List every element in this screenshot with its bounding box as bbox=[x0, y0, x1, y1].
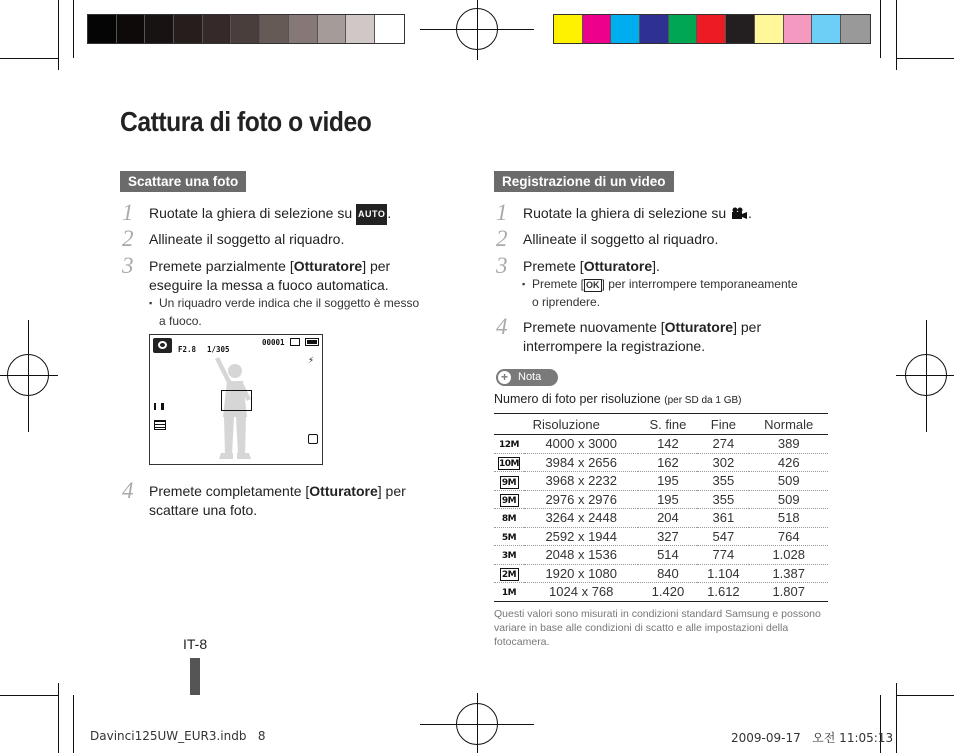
cell-normal: 426 bbox=[749, 453, 828, 472]
step-text: Ruotate la ghiera di selezione su bbox=[149, 205, 353, 221]
camera-preview-illustration bbox=[149, 334, 323, 465]
plus-icon: + bbox=[498, 371, 511, 384]
cell-sfine: 195 bbox=[638, 490, 697, 509]
cell-sfine: 327 bbox=[638, 527, 697, 546]
section-header-photo: Scattare una foto bbox=[120, 171, 246, 192]
cell-fine: 774 bbox=[697, 546, 749, 565]
cell-res: 3984 x 2656 bbox=[524, 453, 638, 472]
step-text: Ruotate la ghiera di selezione su bbox=[523, 205, 727, 221]
resolution-icon-cell bbox=[494, 472, 524, 491]
cell-normal: 764 bbox=[749, 527, 828, 546]
table-row bbox=[494, 472, 828, 491]
note-badge bbox=[496, 369, 558, 386]
flash-auto-icon: ⚡ bbox=[308, 355, 315, 366]
resolution-icon-cell bbox=[494, 546, 524, 565]
table-row bbox=[494, 564, 828, 583]
gray-swatch bbox=[289, 15, 318, 43]
camera-mode-icon bbox=[153, 338, 172, 353]
shutter-key-label: Otturatore bbox=[293, 258, 363, 274]
color-swatch bbox=[554, 15, 583, 43]
color-swatch bbox=[611, 15, 640, 43]
gray-swatch bbox=[346, 15, 375, 43]
table-row bbox=[494, 453, 828, 472]
step-number: 2 bbox=[122, 226, 134, 251]
page-tab-marker bbox=[190, 658, 200, 695]
shutter-key-label: Otturatore bbox=[309, 483, 378, 499]
color-swatch bbox=[726, 15, 755, 43]
gray-swatch bbox=[375, 15, 404, 43]
resolution-icon-cell bbox=[494, 490, 524, 509]
memory-card-icon bbox=[290, 338, 300, 346]
shutter-key-label: Otturatore bbox=[583, 258, 653, 274]
cell-sfine: 162 bbox=[638, 453, 697, 472]
shutter-key-label: Otturatore bbox=[664, 319, 734, 335]
cell-res: 3264 x 2448 bbox=[524, 509, 638, 528]
step-number: 1 bbox=[122, 200, 134, 225]
gray-swatch bbox=[260, 15, 289, 43]
step-number: 3 bbox=[122, 253, 134, 278]
gray-swatch bbox=[231, 15, 260, 43]
step-number: 4 bbox=[496, 314, 508, 339]
cell-normal: 518 bbox=[749, 509, 828, 528]
resolution-12m-icon: 12M bbox=[499, 440, 519, 451]
print-timestamp: 2009-09-17 오전 11:05:13 bbox=[731, 731, 894, 745]
resolution-icon-cell bbox=[494, 583, 524, 602]
color-swatch bbox=[640, 15, 669, 43]
table-caption: Numero di foto per risoluzione (per SD da 1 GB) bbox=[494, 392, 742, 406]
cell-fine: 302 bbox=[697, 453, 749, 472]
page-title: Cattura di foto o video bbox=[120, 106, 372, 137]
cell-sfine: 1.420 bbox=[638, 583, 697, 602]
cell-fine: 355 bbox=[697, 490, 749, 509]
timer-icon bbox=[308, 434, 318, 444]
resolution-5m-icon: 5M bbox=[501, 532, 517, 543]
column-header-superfine: S. fine bbox=[638, 414, 697, 435]
shutter-speed-readout: 1/305 bbox=[207, 345, 230, 354]
table-caption-qualifier: (per SD da 1 GB) bbox=[664, 395, 742, 406]
step-text: Allineate il soggetto al riquadro. bbox=[149, 231, 345, 247]
focus-frame bbox=[221, 390, 252, 411]
cell-res: 2048 x 1536 bbox=[524, 546, 638, 565]
cell-sfine: 840 bbox=[638, 564, 697, 583]
video-pause-note: ▪ Premete [ OK ] per interrompere temporaneamente o riprendere. bbox=[532, 275, 798, 311]
cell-res: 4000 x 3000 bbox=[524, 435, 638, 454]
resolution-icon-cell bbox=[494, 509, 524, 528]
cell-fine: 361 bbox=[697, 509, 749, 528]
cell-normal: 389 bbox=[749, 435, 828, 454]
table-row bbox=[494, 546, 828, 565]
gray-swatch bbox=[88, 15, 117, 43]
column-header-normal: Normale bbox=[749, 414, 828, 435]
cell-res: 3968 x 2232 bbox=[524, 472, 638, 491]
step-number: 2 bbox=[496, 226, 508, 251]
color-swatch bbox=[812, 15, 841, 43]
gray-swatch bbox=[318, 15, 347, 43]
color-swatch bbox=[755, 15, 784, 43]
cell-normal: 509 bbox=[749, 490, 828, 509]
color-swatch bbox=[669, 15, 698, 43]
auto-mode-icon: AUTO bbox=[356, 204, 387, 225]
gray-swatch bbox=[174, 15, 203, 43]
gray-swatch bbox=[145, 15, 174, 43]
resolution-9m-icon: 9M bbox=[500, 494, 519, 507]
aperture-readout: F2.8 bbox=[178, 345, 197, 354]
table-row bbox=[494, 509, 828, 528]
note-label: Nota bbox=[518, 371, 542, 383]
resolution-8m-icon: 8M bbox=[501, 514, 517, 525]
cell-sfine: 142 bbox=[638, 435, 697, 454]
cell-normal: 1.387 bbox=[749, 564, 828, 583]
cell-res: 2976 x 2976 bbox=[524, 490, 638, 509]
cell-fine: 274 bbox=[697, 435, 749, 454]
color-swatch bbox=[583, 15, 612, 43]
color-swatch bbox=[697, 15, 726, 43]
step-number: 4 bbox=[122, 478, 134, 503]
gray-swatch bbox=[117, 15, 146, 43]
cell-fine: 355 bbox=[697, 472, 749, 491]
resolution-9m-icon: 9M bbox=[500, 476, 519, 489]
cell-sfine: 204 bbox=[638, 509, 697, 528]
resolution-icon-cell bbox=[494, 564, 524, 583]
resolution-icon bbox=[154, 403, 164, 410]
table-row bbox=[494, 583, 828, 602]
resolution-1m-icon: 1M bbox=[501, 588, 517, 599]
file-info: Davinci125UW_EUR3.indb 8 bbox=[90, 729, 266, 743]
cell-normal: 1.807 bbox=[749, 583, 828, 602]
resolution-10m-icon: 10M bbox=[499, 459, 519, 470]
cell-fine: 547 bbox=[697, 527, 749, 546]
quality-icon bbox=[154, 420, 166, 430]
column-header-fine: Fine bbox=[697, 414, 749, 435]
section-header-video: Registrazione di un video bbox=[494, 171, 674, 192]
step-number: 1 bbox=[496, 200, 508, 225]
gray-swatch bbox=[203, 15, 232, 43]
resolution-icon-cell bbox=[494, 453, 524, 472]
table-header-row bbox=[494, 414, 828, 435]
cell-res: 2592 x 1944 bbox=[524, 527, 638, 546]
process-color-bar bbox=[553, 14, 871, 44]
cell-normal: 509 bbox=[749, 472, 828, 491]
cell-res: 1920 x 1080 bbox=[524, 564, 638, 583]
page-number: IT-8 bbox=[183, 636, 208, 652]
cell-res: 1024 x 768 bbox=[524, 583, 638, 602]
table-footnote: Questi valori sono misurati in condizioni standard Samsung e possono variare in base alle condizioni di scatto e alle impostazioni della fotocamera. bbox=[494, 608, 821, 648]
resolution-icon-cell bbox=[494, 435, 524, 454]
table-row bbox=[494, 490, 828, 509]
resolution-icon-cell bbox=[494, 527, 524, 546]
cell-fine: 1.612 bbox=[697, 583, 749, 602]
shot-counter: 00001 bbox=[262, 338, 285, 347]
cell-sfine: 514 bbox=[638, 546, 697, 565]
step-text: Allineate il soggetto al riquadro. bbox=[523, 231, 719, 247]
step-number: 3 bbox=[496, 253, 508, 278]
table-row bbox=[494, 527, 828, 546]
column-header-resolution: Risoluzione bbox=[494, 414, 638, 435]
table-row bbox=[494, 435, 828, 454]
cell-fine: 1.104 bbox=[697, 564, 749, 583]
ok-button-icon: OK bbox=[586, 280, 600, 290]
movie-mode-icon bbox=[730, 207, 748, 220]
cell-sfine: 195 bbox=[638, 472, 697, 491]
color-swatch bbox=[841, 15, 870, 43]
resolution-3m-icon: 3M bbox=[501, 551, 517, 562]
color-swatch bbox=[784, 15, 813, 43]
cell-normal: 1.028 bbox=[749, 546, 828, 565]
resolution-table bbox=[494, 413, 828, 602]
resolution-2m-icon: 2M bbox=[500, 568, 519, 581]
battery-icon bbox=[305, 338, 319, 346]
grayscale-color-bar bbox=[87, 14, 405, 44]
photo-focus-note: ▪ Un riquadro verde indica che il soggetto è messo a fuoco. bbox=[159, 294, 419, 330]
